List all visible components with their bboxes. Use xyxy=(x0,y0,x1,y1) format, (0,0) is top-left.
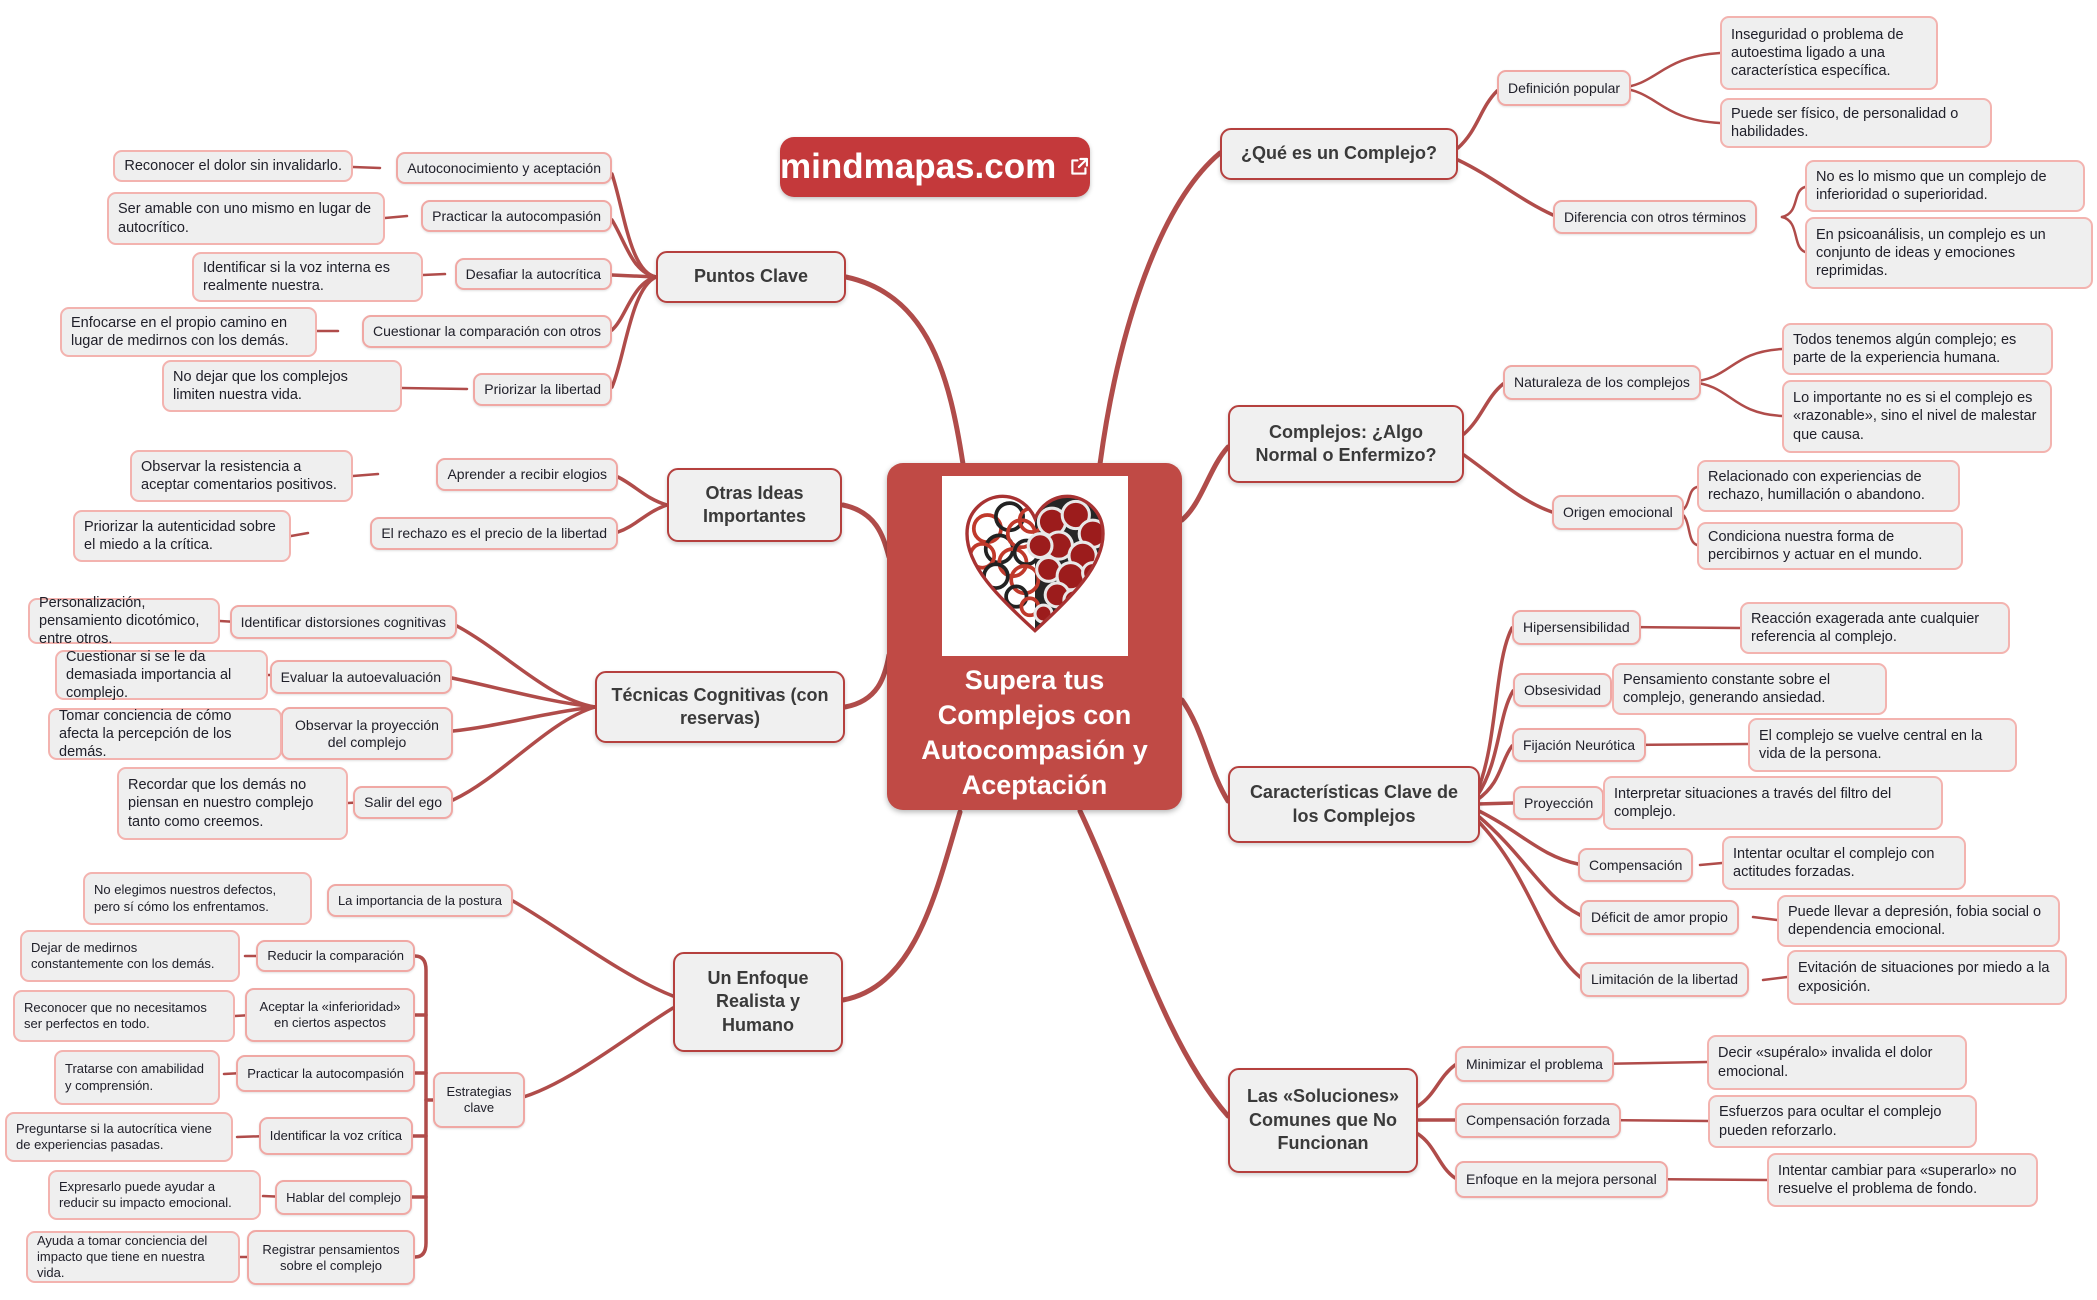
site-name: mindmapas.com xyxy=(780,147,1057,186)
note-demas-no-piensan[interactable]: Recordar que los demás no piensan en nuestro complejo tanto como creemos. xyxy=(117,767,348,840)
topic-origen-emocional[interactable]: Origen emocional xyxy=(1552,495,1684,530)
note-voz-interna[interactable]: Identificar si la voz interna es realmente nuestra. xyxy=(192,252,423,302)
topic-practicar-autocompasion-2[interactable]: Practicar la autocompasión xyxy=(236,1055,415,1092)
heart-illustration xyxy=(942,476,1128,656)
note-nivel-de-malestar[interactable]: Lo importante no es si el complejo es «razonable», sino el nivel de malestar que causa. xyxy=(1782,380,2052,453)
topic-reducir-comparacion[interactable]: Reducir la comparación xyxy=(256,940,415,972)
note-cambiar-no-resuelve[interactable]: Intentar cambiar para «superarlo» no resuelve el problema de fondo. xyxy=(1767,1153,2038,1207)
note-autenticidad[interactable]: Priorizar la autenticidad sobre el miedo a la crítica. xyxy=(73,510,291,562)
note-evitacion-situaciones[interactable]: Evitación de situaciones por miedo a la exposición. xyxy=(1787,950,2067,1005)
topic-evaluar-autoevaluacion[interactable]: Evaluar la autoevaluación xyxy=(270,660,452,694)
note-ser-amable[interactable]: Ser amable con uno mismo en lugar de autocrítico. xyxy=(107,192,385,245)
topic-distorsiones-cognitivas[interactable]: Identificar distorsiones cognitivas xyxy=(230,605,457,639)
note-esfuerzos-refuerzan[interactable]: Esfuerzos para ocultar el complejo pueden reforzarlo. xyxy=(1708,1095,1977,1148)
topic-aceptar-inferioridad[interactable]: Aceptar la «inferioridad» en ciertos aspectos xyxy=(245,988,415,1042)
central-topic[interactable] xyxy=(887,463,1182,810)
topic-rechazo-precio-libertad[interactable]: El rechazo es el precio de la libertad xyxy=(370,517,618,550)
note-no-inferioridad-superioridad[interactable]: No es lo mismo que un complejo de inferioridad o superioridad. xyxy=(1805,160,2085,212)
branch-normal-o-enfermizo[interactable]: Complejos: ¿Algo Normal o Enfermizo? xyxy=(1228,405,1464,483)
topic-deficit-amor-propio[interactable]: Déficit de amor propio xyxy=(1580,900,1739,935)
central-topic-title: Supera tus Complejos con Autocompasión y Aceptación xyxy=(921,665,1148,801)
note-depresion-fobia[interactable]: Puede llevar a depresión, fobia social o dependencia emocional. xyxy=(1777,895,2060,947)
topic-priorizar-libertad[interactable]: Priorizar la libertad xyxy=(473,373,612,406)
topic-salir-del-ego[interactable]: Salir del ego xyxy=(353,786,453,819)
note-afecta-percepcion[interactable]: Tomar conciencia de cómo afecta la percepción de los demás. xyxy=(48,708,282,760)
note-enfocarse-camino[interactable]: Enfocarse en el propio camino en lugar de medirnos con los demás. xyxy=(60,307,317,357)
topic-compensacion-forzada[interactable]: Compensación forzada xyxy=(1455,1103,1621,1138)
note-filtro-del-complejo[interactable]: Interpretar situaciones a través del filtro del complejo. xyxy=(1603,776,1943,830)
topic-autoconocimiento[interactable]: Autoconocimiento y aceptación xyxy=(396,152,612,184)
branch-tecnicas-cognitivas[interactable]: Técnicas Cognitivas (con reservas) xyxy=(595,671,845,743)
note-resistencia-elogios[interactable]: Observar la resistencia a aceptar comentarios positivos. xyxy=(130,450,353,502)
note-no-elegimos-defectos[interactable]: No elegimos nuestros defectos, pero sí cómo los enfrentamos. xyxy=(83,872,312,925)
topic-recibir-elogios[interactable]: Aprender a recibir elogios xyxy=(436,458,618,491)
branch-otras-ideas[interactable]: Otras Ideas Importantes xyxy=(667,468,842,542)
note-no-necesitamos-perfectos[interactable]: Reconocer que no necesitamos ser perfectos en todo. xyxy=(13,990,235,1042)
note-inseguridad-autoestima[interactable]: Inseguridad o problema de autoestima ligado a una característica específica. xyxy=(1720,16,1938,90)
note-superalo-invalida[interactable]: Decir «supéralo» invalida el dolor emocional. xyxy=(1707,1035,1967,1090)
note-reconocer-dolor[interactable]: Reconocer el dolor sin invalidarlo. xyxy=(113,150,353,182)
topic-fijacion-neurotica[interactable]: Fijación Neurótica xyxy=(1512,728,1646,762)
note-tratarse-amabilidad[interactable]: Tratarse con amabilidad y comprensión. xyxy=(54,1050,220,1105)
topic-estrategias-clave[interactable]: Estrategias clave xyxy=(433,1072,525,1128)
note-psicoanalisis[interactable]: En psicoanálisis, un complejo es un conjunto de ideas y emociones reprimidas. xyxy=(1805,217,2093,289)
topic-hipersensibilidad[interactable]: Hipersensibilidad xyxy=(1512,610,1641,645)
topic-obsesividad[interactable]: Obsesividad xyxy=(1513,673,1612,707)
note-reaccion-exagerada[interactable]: Reacción exagerada ante cualquier referencia al complejo. xyxy=(1740,602,2010,654)
note-expresarlo-reduce[interactable]: Expresarlo puede ayudar a reducir su impacto emocional. xyxy=(48,1170,261,1220)
note-fisico-personalidad[interactable]: Puede ser físico, de personalidad o habilidades. xyxy=(1720,98,1992,148)
note-rechazo-humillacion[interactable]: Relacionado con experiencias de rechazo, humillación o abandono. xyxy=(1697,460,1960,512)
branch-puntos-clave[interactable]: Puntos Clave xyxy=(656,251,846,303)
topic-compensacion[interactable]: Compensación xyxy=(1578,848,1693,882)
note-no-dejar-limiten[interactable]: No dejar que los complejos limiten nuestra vida. xyxy=(162,360,402,412)
topic-enfoque-mejora-personal[interactable]: Enfoque en la mejora personal xyxy=(1455,1161,1668,1198)
topic-importancia-postura[interactable]: La importancia de la postura xyxy=(327,884,513,917)
topic-limitacion-libertad[interactable]: Limitación de la libertad xyxy=(1580,962,1749,997)
branch-enfoque-realista[interactable]: Un Enfoque Realista y Humano xyxy=(673,952,843,1052)
topic-minimizar-problema[interactable]: Minimizar el problema xyxy=(1455,1046,1614,1082)
note-complejo-central-vida[interactable]: El complejo se vuelve central en la vida de la persona. xyxy=(1748,718,2017,772)
branch-soluciones-no-funcionan[interactable]: Las «Soluciones» Comunes que No Funcionan xyxy=(1228,1068,1418,1173)
note-personalizacion[interactable]: Personalización, pensamiento dicotómico, entre otros. xyxy=(28,598,220,644)
topic-observar-proyeccion[interactable]: Observar la proyección del complejo xyxy=(281,707,453,760)
topic-diferencia-terminos[interactable]: Diferencia con otros términos xyxy=(1553,200,1757,234)
topic-identificar-voz-critica[interactable]: Identificar la voz crítica xyxy=(259,1117,413,1155)
external-link-icon xyxy=(1068,152,1090,182)
topic-registrar-pensamientos[interactable]: Registrar pensamientos sobre el complejo xyxy=(247,1230,415,1285)
topic-definicion-popular[interactable]: Definición popular xyxy=(1497,70,1631,106)
note-autocritica-pasado[interactable]: Preguntarse si la autocrítica viene de experiencias pasadas. xyxy=(5,1112,233,1162)
topic-proyeccion[interactable]: Proyección xyxy=(1513,786,1604,820)
topic-practicar-autocompasion[interactable]: Practicar la autocompasión xyxy=(421,200,612,232)
note-actitudes-forzadas[interactable]: Intentar ocultar el complejo con actitudes forzadas. xyxy=(1722,836,1966,890)
topic-naturaleza-complejos[interactable]: Naturaleza de los complejos xyxy=(1503,365,1701,400)
topic-hablar-del-complejo[interactable]: Hablar del complejo xyxy=(275,1180,412,1215)
note-dejar-medirnos[interactable]: Dejar de medirnos constantemente con los demás. xyxy=(20,930,240,982)
note-pensamiento-constante[interactable]: Pensamiento constante sobre el complejo, generando ansiedad. xyxy=(1612,663,1887,715)
branch-caracteristicas-clave[interactable]: Características Clave de los Complejos xyxy=(1228,766,1480,843)
note-demasiada-importancia[interactable]: Cuestionar si se le da demasiada importancia al complejo. xyxy=(55,650,268,700)
branch-que-es-complejo[interactable]: ¿Qué es un Complejo? xyxy=(1220,128,1458,180)
site-link-banner[interactable] xyxy=(780,137,1090,197)
note-conciencia-impacto[interactable]: Ayuda a tomar conciencia del impacto que tiene en nuestra vida. xyxy=(26,1231,240,1283)
note-todos-tenemos[interactable]: Todos tenemos algún complejo; es parte de la experiencia humana. xyxy=(1782,323,2053,375)
topic-cuestionar-comparacion[interactable]: Cuestionar la comparación con otros xyxy=(362,315,612,348)
note-condiciona-percepcion[interactable]: Condiciona nuestra forma de percibirnos y actuar en el mundo. xyxy=(1697,522,1963,570)
topic-desafiar-autocritica[interactable]: Desafiar la autocrítica xyxy=(455,258,612,290)
